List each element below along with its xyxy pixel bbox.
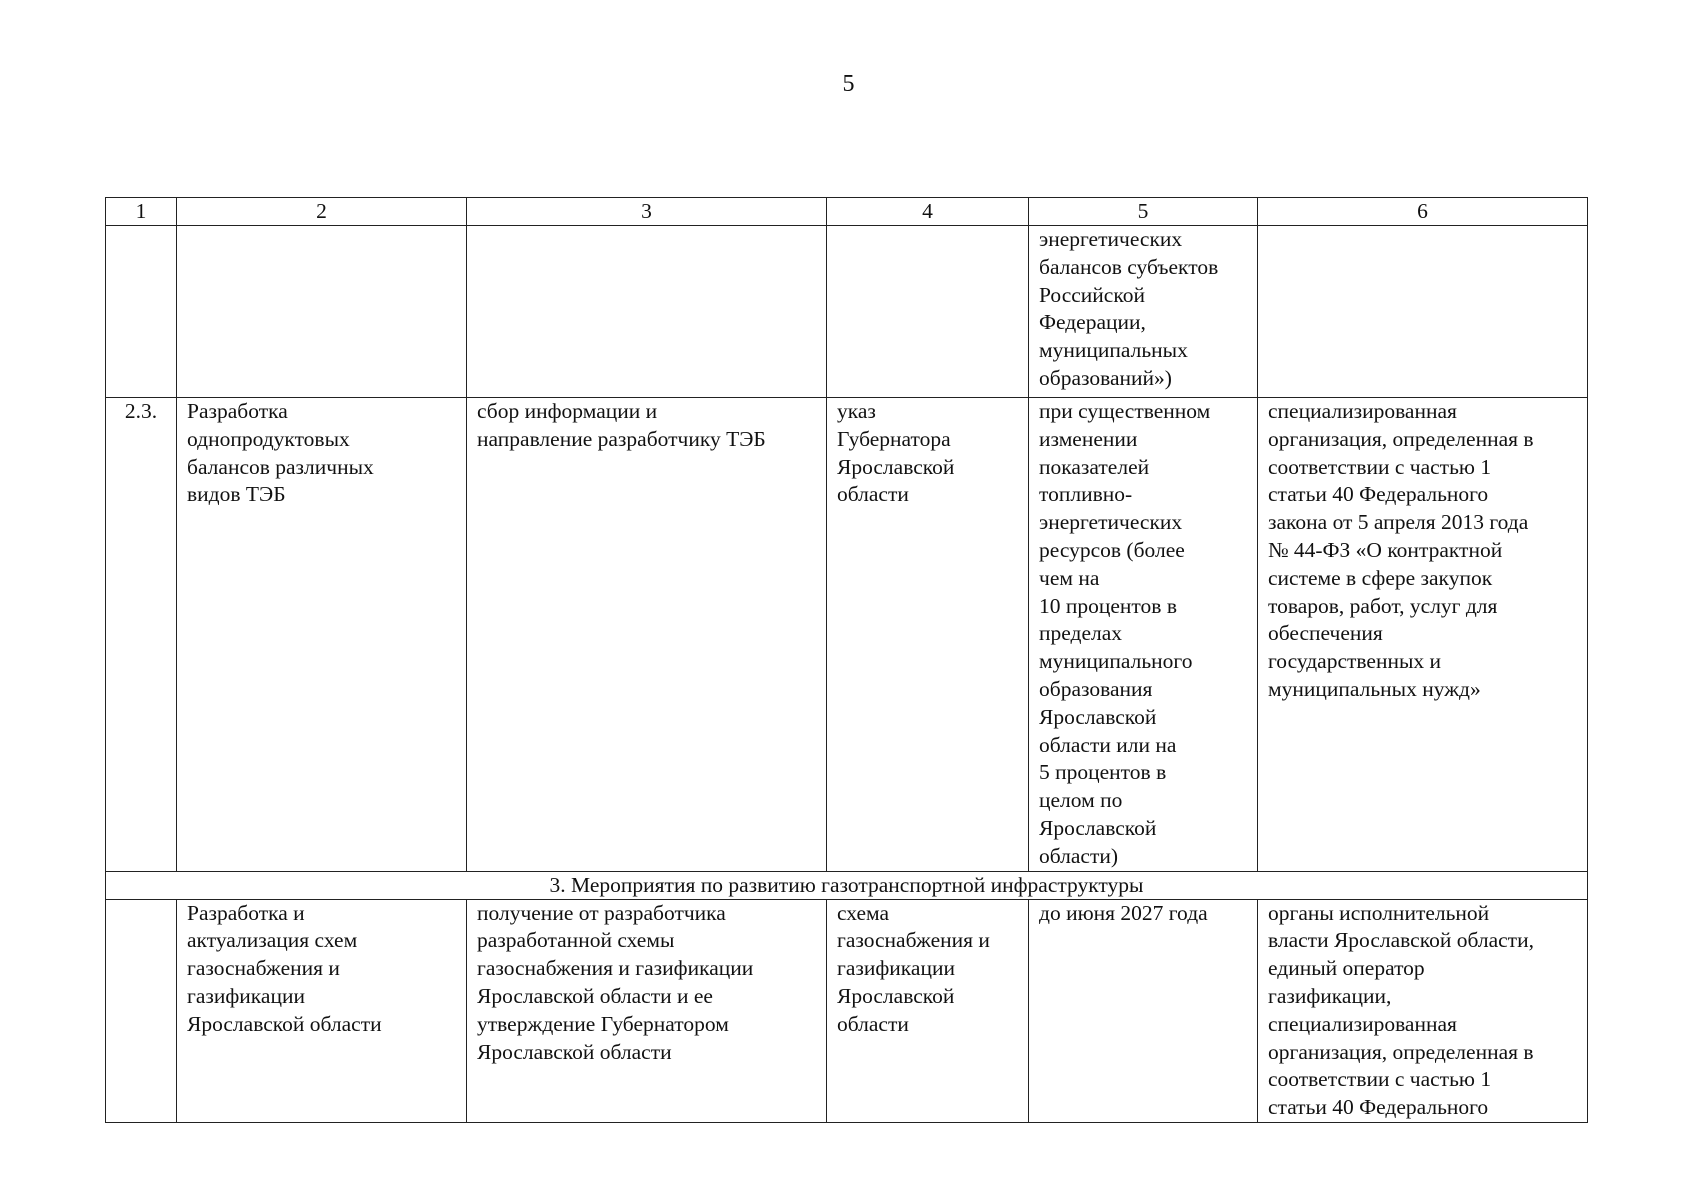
table-row-3-1 xyxy=(106,899,1588,1122)
cell-number xyxy=(106,899,177,1122)
cell-document xyxy=(827,226,1029,398)
cell-action: получение от разработчика разработанной схемы газоснабжения и газификации Ярославской области и ее утверждение Губернатором Ярославской области xyxy=(467,899,827,1122)
column-header-6: 6 xyxy=(1258,198,1588,226)
section-row-3 xyxy=(106,871,1588,899)
column-header-5: 5 xyxy=(1029,198,1258,226)
column-header-1: 1 xyxy=(106,198,177,226)
cell-document: схема газоснабжения и газификации Ярославской области xyxy=(827,899,1029,1122)
cell-deadline: при существенном изменении показателей топливно- энергетических ресурсов (более чем на 10 процентов в пределах муниципального образования Ярославской области или на 5 процентов в целом по Ярославской области) xyxy=(1029,398,1258,872)
cell-number: 2.3. xyxy=(106,398,177,872)
cell-measure xyxy=(177,226,467,398)
cell-number xyxy=(106,226,177,398)
measures-table xyxy=(105,197,1588,1123)
cell-action: сбор информации и направление разработчику ТЭБ xyxy=(467,398,827,872)
cell-measure: Разработка однопродуктовых балансов различных видов ТЭБ xyxy=(177,398,467,872)
cell-measure: Разработка и актуализация схем газоснабжения и газификации Ярославской области xyxy=(177,899,467,1122)
table-header-row xyxy=(106,198,1588,226)
section-title: 3. Мероприятия по развитию газотранспортной инфраструктуры xyxy=(106,871,1588,899)
table-row-continued xyxy=(106,226,1588,398)
cell-document: указ Губернатора Ярославской области xyxy=(827,398,1029,872)
cell-action xyxy=(467,226,827,398)
cell-responsible xyxy=(1258,226,1588,398)
cell-deadline: до июня 2027 года xyxy=(1029,899,1258,1122)
column-header-4: 4 xyxy=(827,198,1029,226)
column-header-3: 3 xyxy=(467,198,827,226)
table-row-2-3 xyxy=(106,398,1588,872)
cell-deadline: энергетических балансов субъектов Российской Федерации, муниципальных образований») xyxy=(1029,226,1258,398)
cell-responsible: специализированная организация, определенная в соответствии с частью 1 статьи 40 Федерального закона от 5 апреля 2013 года № 44-ФЗ «О контрактной системе в сфере закупок товаров, работ, услуг для обеспечения государственных и муниципальных нужд» xyxy=(1258,398,1588,872)
column-header-2: 2 xyxy=(177,198,467,226)
page-number: 5 xyxy=(842,71,855,97)
cell-responsible: органы исполнительной власти Ярославской области, единый оператор газификации, специализированная организация, определенная в соответствии с частью 1 статьи 40 Федерального xyxy=(1258,899,1588,1122)
